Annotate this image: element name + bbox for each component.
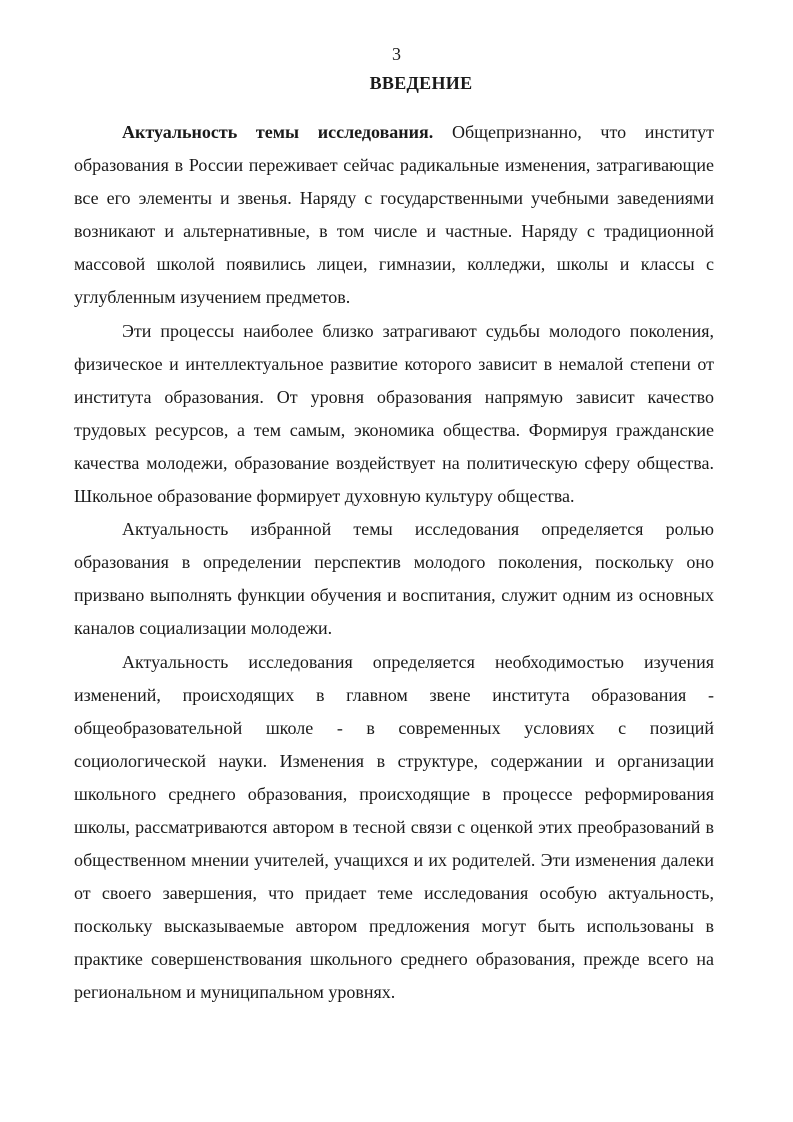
paragraph-1: [74, 116, 714, 315]
page-number: 3: [392, 44, 401, 64]
paragraph-1-lead: Актуальность темы исследования.: [122, 122, 434, 142]
paragraph-4-text: Актуальность исследования определяется необходимостью изучения изменений, происходящих в главном звене института образования - общеобразовательной школе - в современных условиях с позиций социологической науки. Изменения в структуре, содержании и организации школьного среднего образования, происходящие в процессе реформирования школы, рассматриваются автором в тесной связи с оценкой этих преобразований в общественном мнении учителей, учащихся и их родителей. Эти изменения далеки от своего завершения, что придает теме исследования особую актуальность, поскольку высказываемые автором предложения могут быть использованы в практике совершенствования школьного среднего образования, прежде всего на региональном и муниципальном уровнях.: [74, 651, 714, 1003]
paragraph-1-text: Общепризнанно, что институт образования в России переживает сейчас радикальные изменения, затрагивающие все его элементы и звенья. Наряду с государственными учебными заведениями возникают и альтернативные, в том числе и частные. Наряду с традиционной массовой школой появились лицеи, гимназии, колледжи, школы и классы с углубленным изучением предметов.: [74, 122, 714, 308]
document-body: [74, 116, 714, 1010]
page-title: ВВЕДЕНИЕ: [369, 73, 473, 93]
paragraph-2-text: Эти процессы наиболее близко затрагивают судьбы молодого поколения, физическое и интеллектуальное развитие которого зависит в немалой степени от института образования. От уровня образования напрямую зависит качество трудовых ресурсов, а тем самым, экономика общества. Формируя гражданские качества молодежи, образование воздействует на политическую сферу общества. Школьное образование формирует духовную культуру общества.: [74, 320, 714, 507]
paragraph-3-text: Актуальность избранной темы исследования определяется ролью образования в определении перспектив молодого поколения, поскольку оно призвано выполнять функции обучения и воспитания, служит одним из основных каналов социализации молодежи.: [74, 519, 714, 639]
paragraph-4: [74, 646, 714, 1010]
paragraph-3: [74, 513, 714, 645]
paragraph-2: [74, 315, 714, 514]
